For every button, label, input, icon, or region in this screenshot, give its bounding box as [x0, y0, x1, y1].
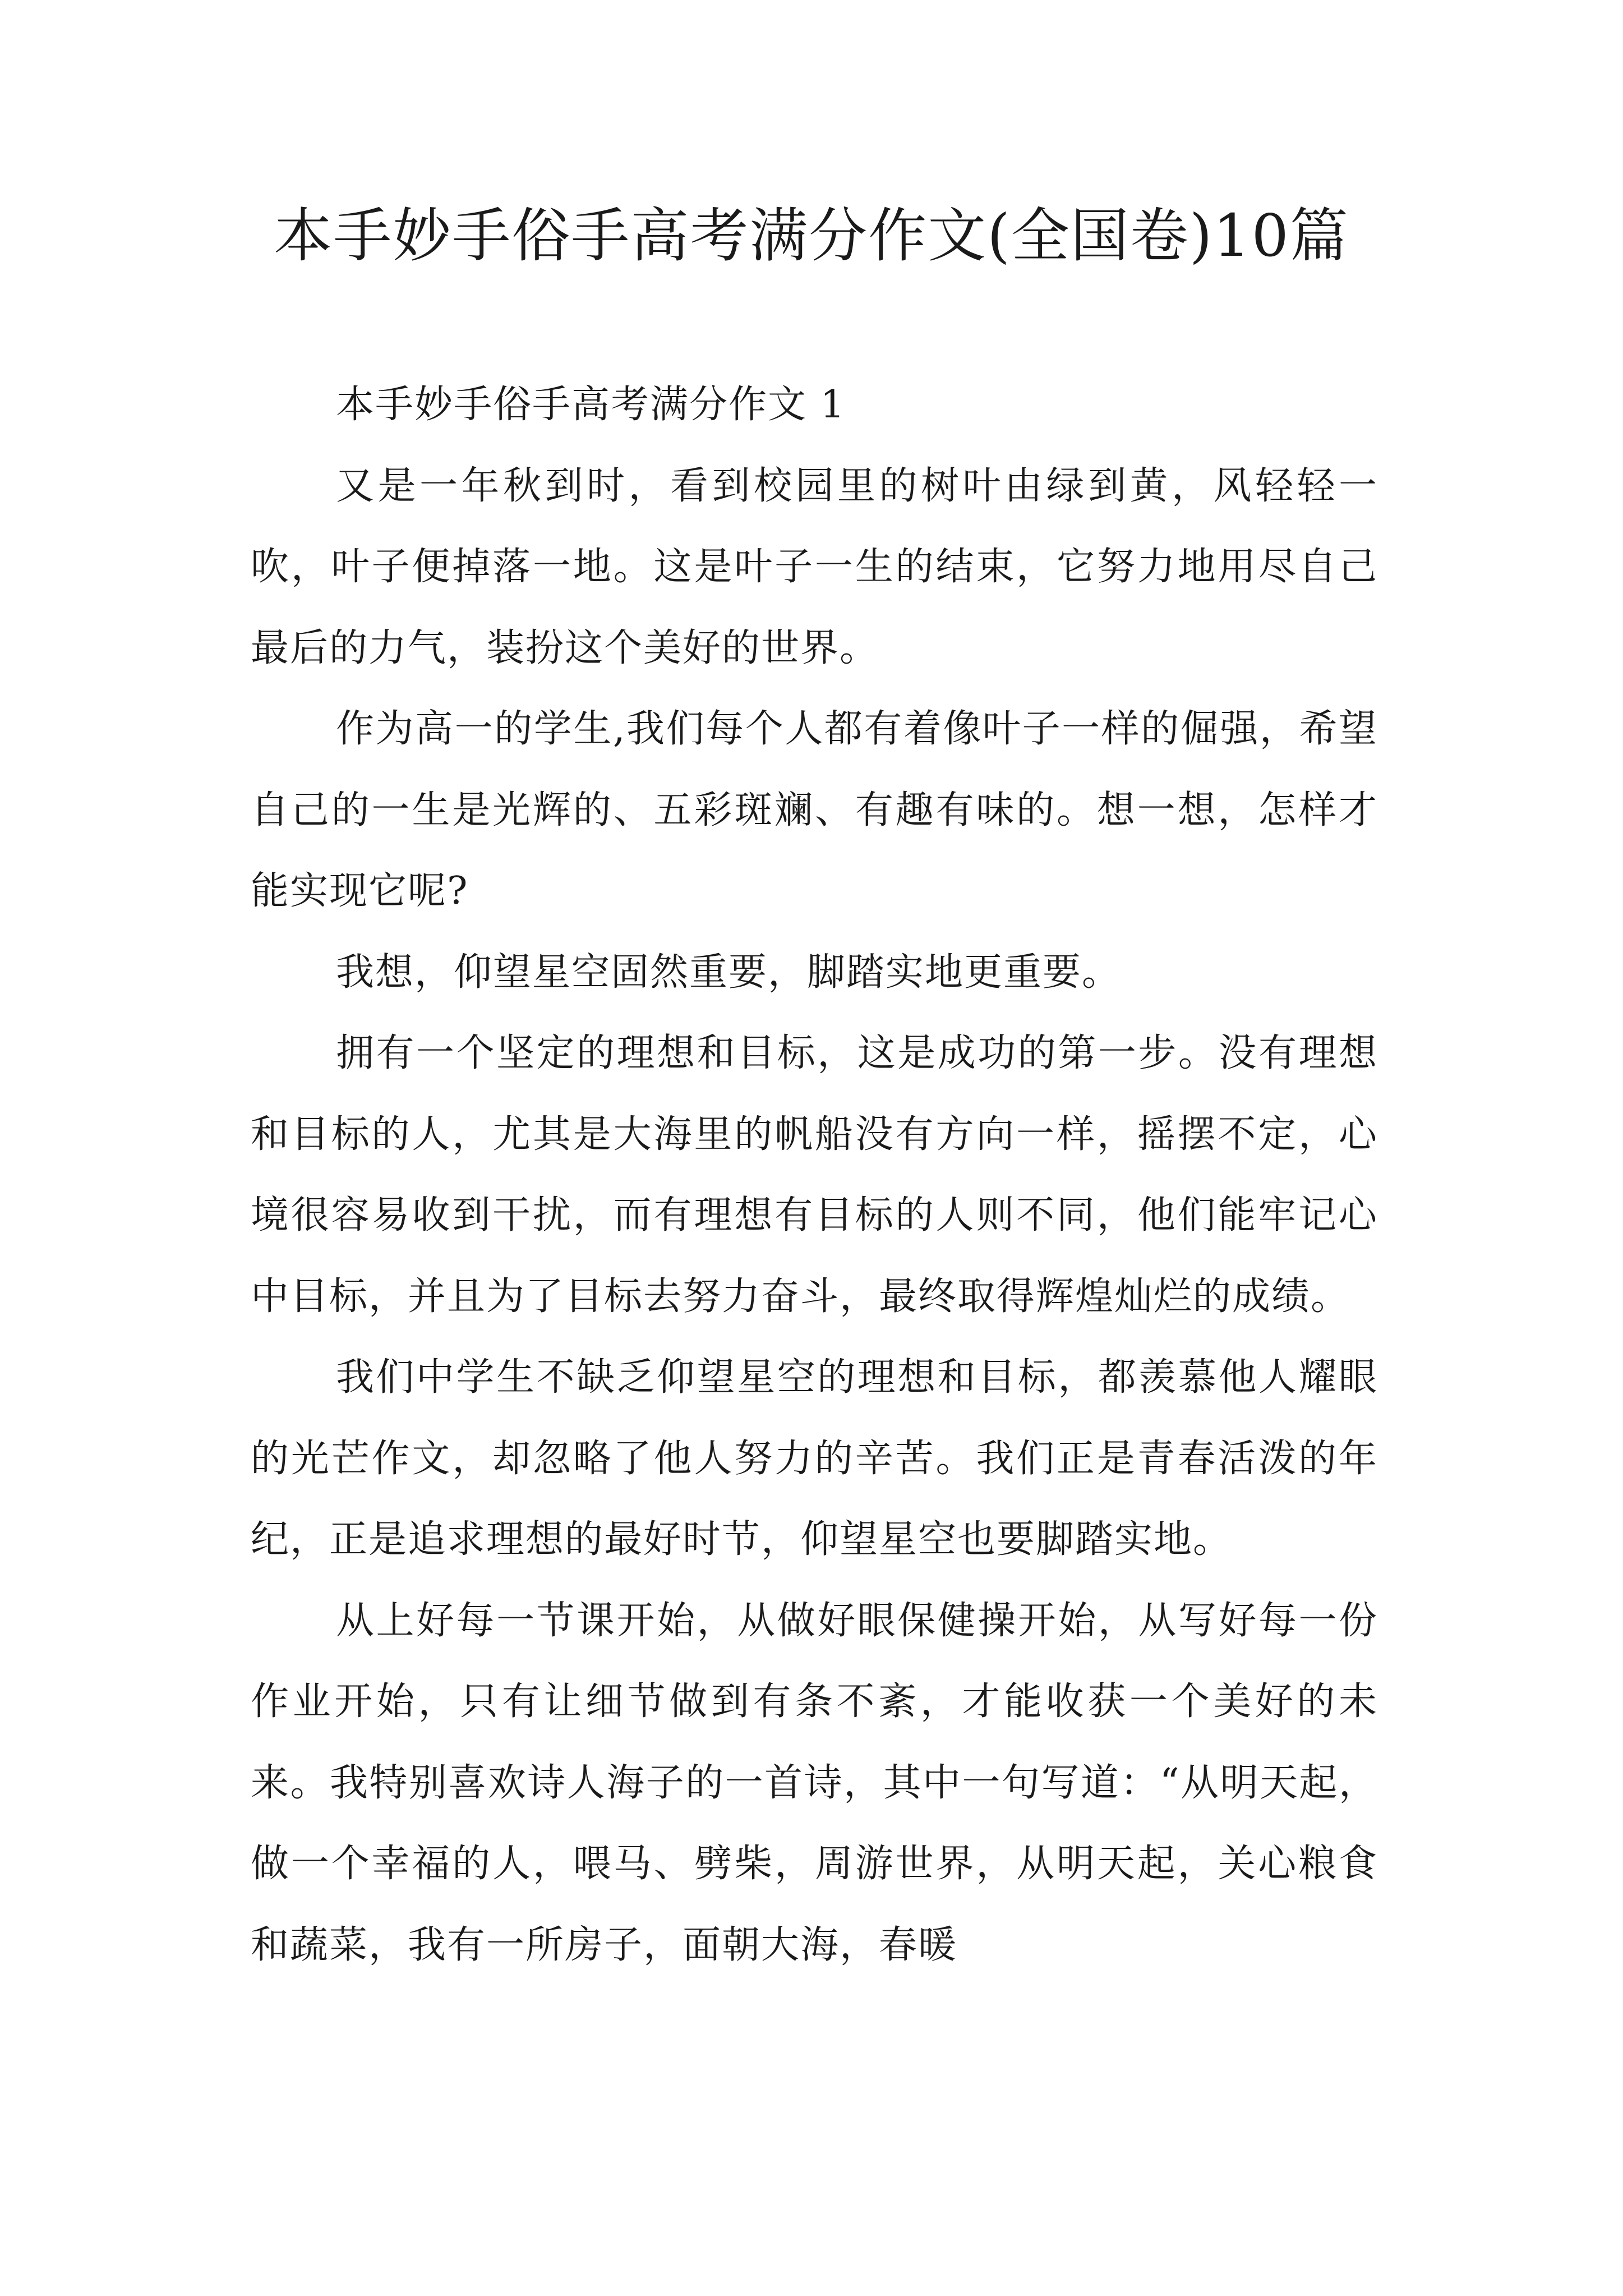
- paragraph: 拥有一个坚定的理想和目标，这是成功的第一步。没有理想和目标的人，尤其是大海里的帆船没有方向一样，摇摆不定，心境很容易收到干扰，而有理想有目标的人则不同，他们能牢记心中目标，并且为了目标去努力奋斗，最终取得辉煌灿烂的成绩。: [251, 1031, 1378, 1319]
- paragraph: 作为高一的学生,我们每个人都有着像叶子一样的倔强，希望自己的一生是光辉的、五彩斑斓、有趣有味的。想一想，怎样才能实现它呢?: [251, 707, 1378, 913]
- section-heading: 本手妙手俗手高考满分作文 1: [336, 383, 846, 427]
- paragraph: 我想，仰望星空固然重要，脚踏实地更重要。: [336, 950, 1122, 995]
- paragraph: 从上好每一节课开始，从做好眼保健操开始，从写好每一份作业开始，只有让细节做到有条不紊，才能收获一个美好的未来。我特别喜欢诗人海子的一首诗，其中一句写道：“从明天起，做一个幸福的人，喂马、劈柴，周游世界，从明天起，关心粮食和蔬菜，我有一所房子，面朝大海，春暖: [251, 1598, 1378, 1967]
- document-body: [251, 365, 1378, 1986]
- paragraph: 又是一年秋到时，看到校园里的树叶由绿到黄，风轻轻一吹，叶子便掉落一地。这是叶子一生的结束，它努力地用尽自己最后的力气，装扮这个美好的世界。: [251, 463, 1378, 670]
- document-title: 本手妙手俗手高考满分作文(全国卷)10篇: [274, 201, 1349, 270]
- paragraph: 我们中学生不缺乏仰望星空的理想和目标，都羡慕他人耀眼的光芒作文，却忽略了他人努力的辛苦。我们正是青春活泼的年纪，正是追求理想的最好时节，仰望星空也要脚踏实地。: [251, 1355, 1378, 1562]
